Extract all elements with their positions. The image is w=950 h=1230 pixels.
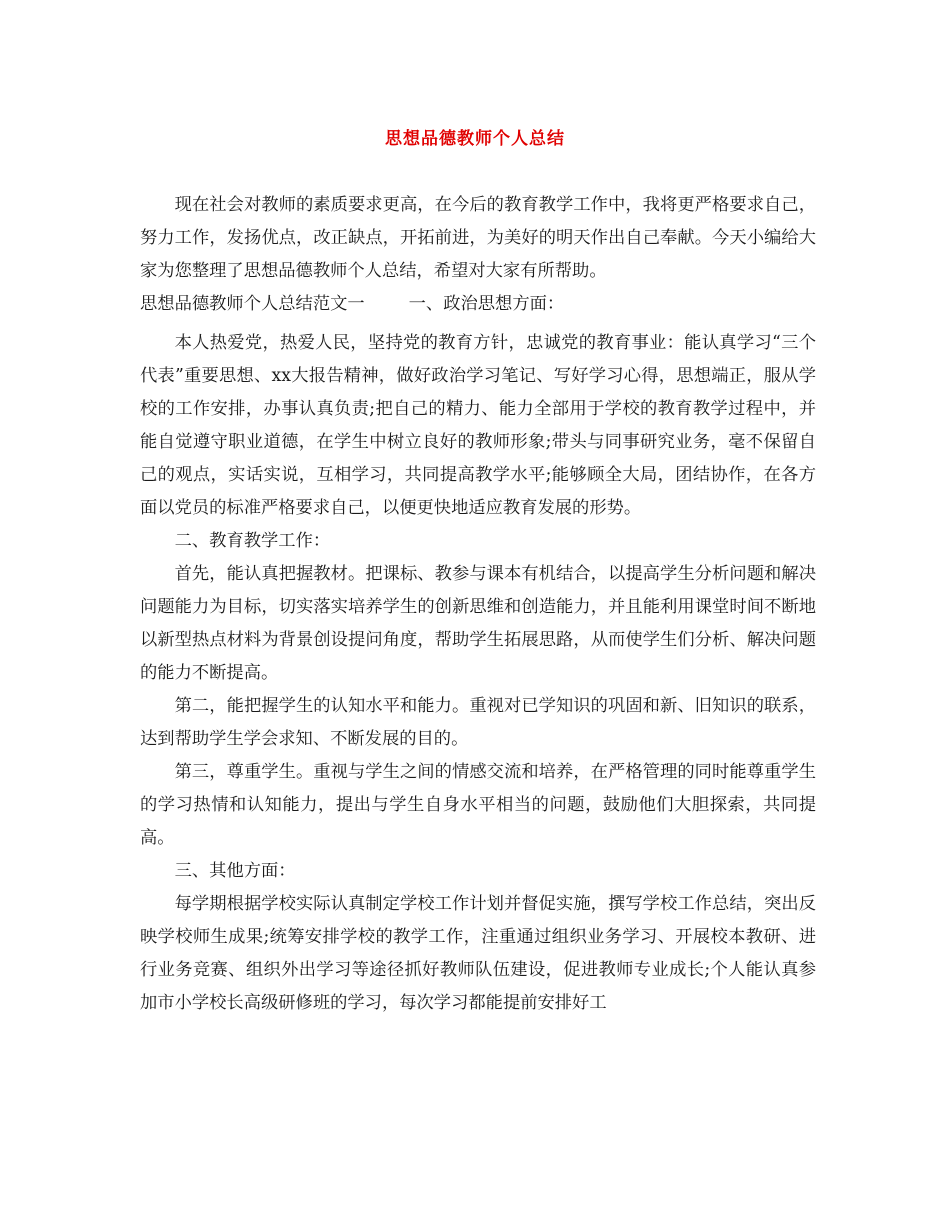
example-heading: 思想品德教师个人总结范文一 xyxy=(140,294,365,314)
intro-paragraph: 现在社会对教师的素质要求更高，在今后的教育教学工作中，我将更严格要求自己，努力工作，发扬优点，改正缺点，开拓前进，为美好的明天作出自己奉献。今天小编给大家为您整理了思想品德教师个人总结，希望对大家有所帮助。 xyxy=(140,195,816,281)
section3-heading: 三、其他方面： xyxy=(174,861,296,881)
section2-heading: 二、教育教学工作： xyxy=(174,531,331,551)
body-block xyxy=(140,327,816,1020)
example-heading-line xyxy=(140,288,816,321)
section1-body: 本人热爱党，热爱人民，坚持党的教育方针，忠诚党的教育事业：能认真学习“三个代表”重要思想、xx大报告精神，做好政治学习笔记、写好学习心得，思想端正，服从学校的工作安排，办事认真负责;把自己的精力、能力全部用于学校的教育教学过程中，并能自觉遵守职业道德，在学生中树立良好的教师形象;带头与同事研究业务，毫不保留自己的观点，实话实说，互相学习，共同提高教学水平;能够顾全大局，团结协作，在各方面以党员的标准严格要求自己，以便更快地适应教育发展的形势。 xyxy=(140,333,816,518)
section3-body: 每学期根据学校实际认真制定学校工作计划并督促实施，撰写学校工作总结，突出反映学校师生成果;统筹安排学校的教学工作，注重通过组织业务学习、开展校本教研、进行业务竞赛、组织外出学习等途径抓好教师队伍建设，促进教师专业成长;个人能认真参加市小学校长高级研修班的学习，每次学习都能提前安排好工 xyxy=(140,894,816,1013)
intro-block xyxy=(140,189,816,321)
section2-paragraph-3: 第三，尊重学生。重视与学生之间的情感交流和培养，在严格管理的同时能尊重学生的学习热情和认知能力，提出与学生自身水平相当的问题，鼓励他们大胆探索，共同提高。 xyxy=(140,762,816,848)
section2-paragraph-1: 首先，能认真把握教材。把课标、教参与课本有机结合，以提高学生分析问题和解决问题能力为目标，切实落实培养学生的创新思维和创造能力，并且能利用课堂时间不断地以新型热点材料为背景创设提问角度，帮助学生拓展思路，从而使学生们分析、解决问题的能力不断提高。 xyxy=(140,564,816,683)
section2-paragraph-2: 第二，能把握学生的认知水平和能力。重视对已学知识的巩固和新、旧知识的联系，达到帮助学生学会求知、不断发展的目的。 xyxy=(140,696,816,749)
document-title: 思想品德教师个人总结 xyxy=(385,129,565,149)
section1-heading: 一、政治思想方面： xyxy=(408,294,565,314)
